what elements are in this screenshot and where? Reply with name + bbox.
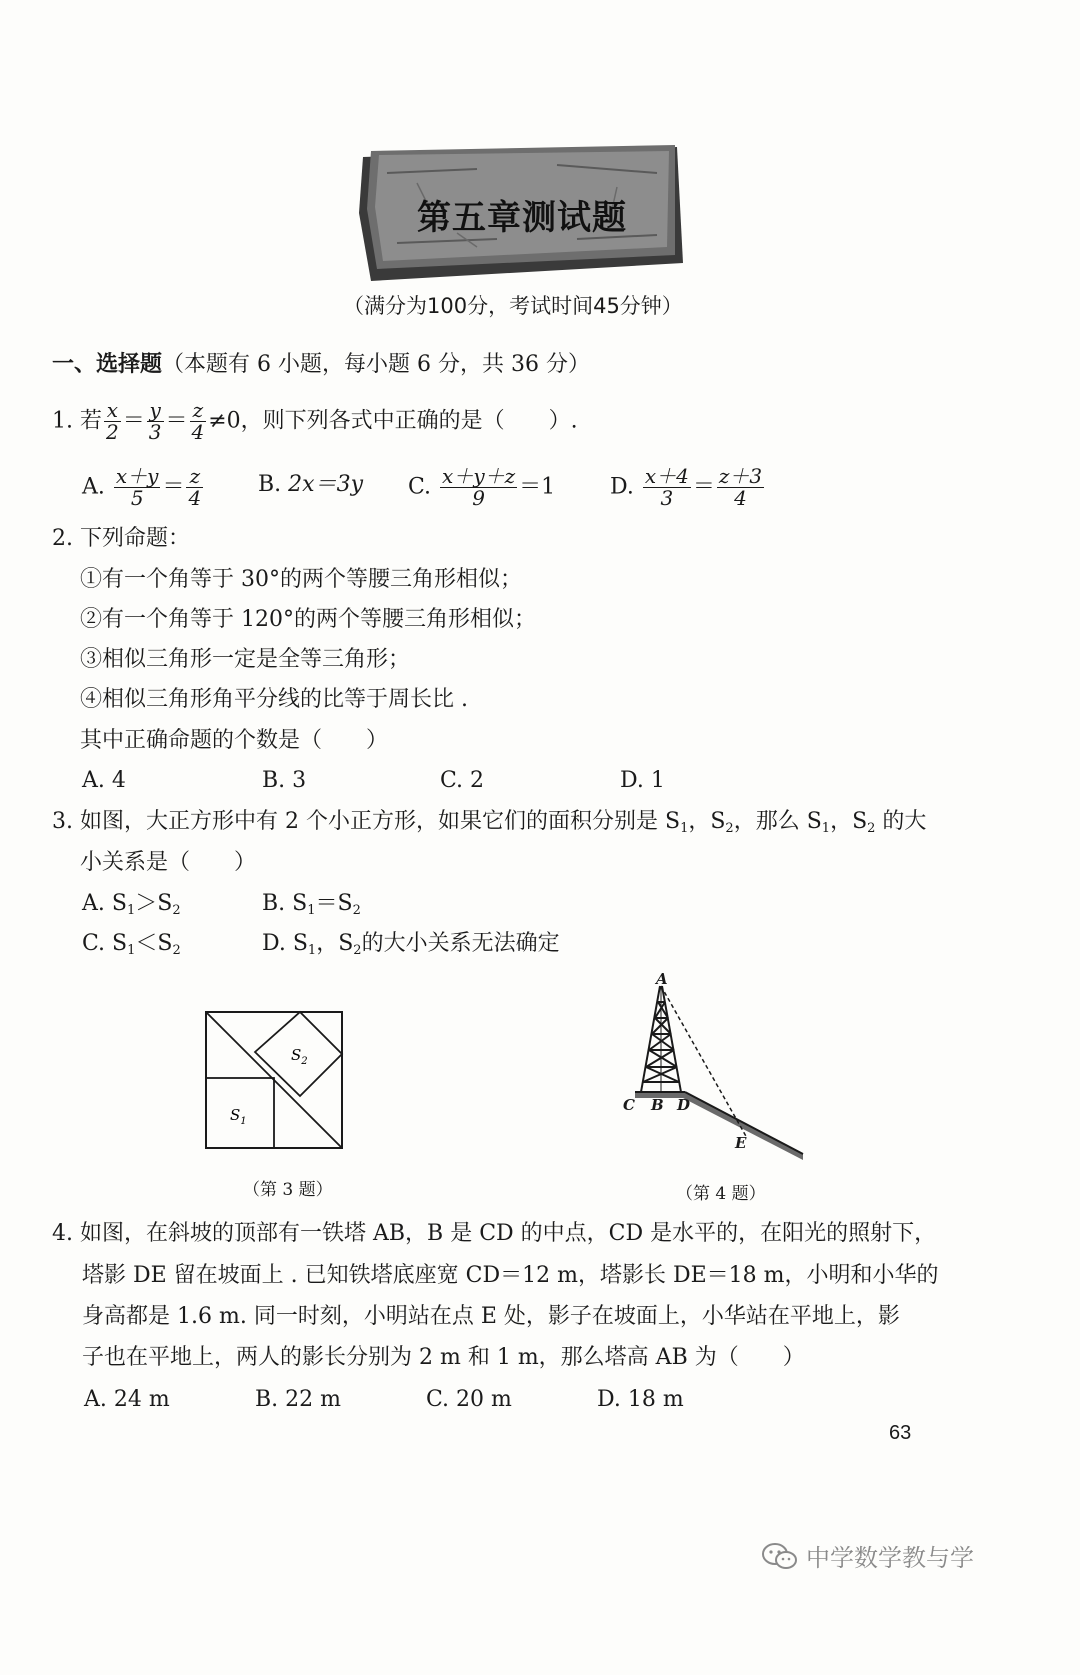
q2-statement-1: ①有一个角等于 30°的两个等腰三角形相似； — [80, 567, 522, 592]
wechat-icon — [760, 1541, 800, 1571]
q4-line4: 子也在平地上，两人的影长分别为 2 m 和 1 m，那么塔高 AB 为（ ） — [82, 1345, 805, 1370]
section-note: （本题有 6 小题，每小题 6 分，共 36 分） — [162, 352, 590, 377]
section-title: 一、选择题 — [52, 352, 163, 377]
label-s1: $S_1$ — [230, 1106, 247, 1127]
q2-statement-3: ③相似三角形一定是全等三角形； — [80, 647, 411, 672]
q4-option-d[interactable]: D. 18 m — [597, 1387, 684, 1412]
q2-option-c[interactable]: C. 2 — [440, 768, 485, 793]
sun-ray — [661, 986, 747, 1138]
figure-3-squares — [205, 1010, 347, 1152]
label-d: D — [677, 1096, 691, 1114]
q3-option-d[interactable]: D. $S_1$，$S_2$的大小关系无法确定 — [262, 931, 560, 958]
exam-info: （满分为100分，考试时间45分钟） — [343, 294, 683, 318]
watermark-text: 中学数学教与学 — [806, 1544, 974, 1572]
q2-question: 其中正确命题的个数是（ ） — [80, 728, 389, 753]
q2-statement-2: ②有一个角等于 120°的两个等腰三角形相似； — [80, 607, 536, 632]
question-4: 4. 如图，在斜坡的顶部有一铁塔 AB，B 是 CD 的中点，CD 是水平的，在阳光的照射下， — [52, 1221, 937, 1246]
label-s2: $S_2$ — [291, 1046, 308, 1067]
q4-option-a[interactable]: A. 24 m — [84, 1387, 170, 1412]
question-3: 3. 如图，大正方形中有 2 个小正方形，如果它们的面积分别是 $S_1$，$S_2$，那么 $S_1$，$S_2$ 的大 — [52, 809, 927, 836]
q2-option-b[interactable]: B. 3 — [262, 768, 307, 793]
page-title: 第五章测试题 — [417, 197, 627, 238]
q1-option-a[interactable]: A. $\frac{x+y}{5}$ ＝ $\frac{z}{4}$ — [82, 464, 202, 510]
tower — [641, 986, 681, 1092]
label-a: A — [656, 972, 668, 988]
q2-option-a[interactable]: A. 4 — [82, 768, 126, 793]
label-b: B — [651, 1096, 664, 1114]
label-e: E — [735, 1134, 747, 1152]
q4-line3: 身高都是 1.6 m. 同一时刻，小明站在点 E 处，影子在坡面上，小华站在平地上，影 — [82, 1304, 900, 1329]
question-1: 1. 若 $\frac{x}{2}$ ＝ $\frac{y}{3}$ ＝ $\frac{z}{4}$ ≠0，则下列各式中正确的是（ ）. — [52, 398, 578, 444]
q4-option-c[interactable]: C. 20 m — [426, 1387, 512, 1412]
q3-line2: 小关系是（ ） — [80, 850, 257, 875]
q1-option-c[interactable]: C. $\frac{x+y+z}{9}$ ＝1 — [408, 464, 556, 510]
section-heading — [52, 354, 590, 376]
label-c: C — [623, 1096, 635, 1114]
question-2: 2. 下列命题： — [52, 526, 191, 551]
figure-4-caption: （第 4 题） — [676, 1184, 766, 1204]
q2-option-d[interactable]: D. 1 — [620, 768, 665, 793]
q4-option-b[interactable]: B. 22 m — [255, 1387, 342, 1412]
figure-3-caption: （第 3 题） — [243, 1180, 333, 1200]
figure-4-tower — [615, 972, 815, 1162]
page-number: 63 — [889, 1422, 912, 1444]
q4-line2: 塔影 DE 留在坡面上 . 已知铁塔底座宽 CD＝12 m，塔影长 DE＝18 m，小明和小华的 — [82, 1263, 939, 1288]
watermark — [760, 1538, 974, 1573]
q1-option-b[interactable]: B. 2x＝3y — [258, 472, 364, 497]
q3-option-c[interactable]: C. $S_1<S_2$ — [82, 931, 181, 958]
q3-option-a[interactable]: A. $S_1>S_2$ — [82, 891, 181, 918]
q3-option-b[interactable]: B. $S_1=S_2$ — [262, 891, 361, 918]
q1-option-d[interactable]: D. $\frac{x+4}{3}$ ＝ $\frac{z+3}{4}$ — [610, 464, 763, 510]
q2-statement-4: ④相似三角形角平分线的比等于周长比 . — [80, 687, 468, 712]
